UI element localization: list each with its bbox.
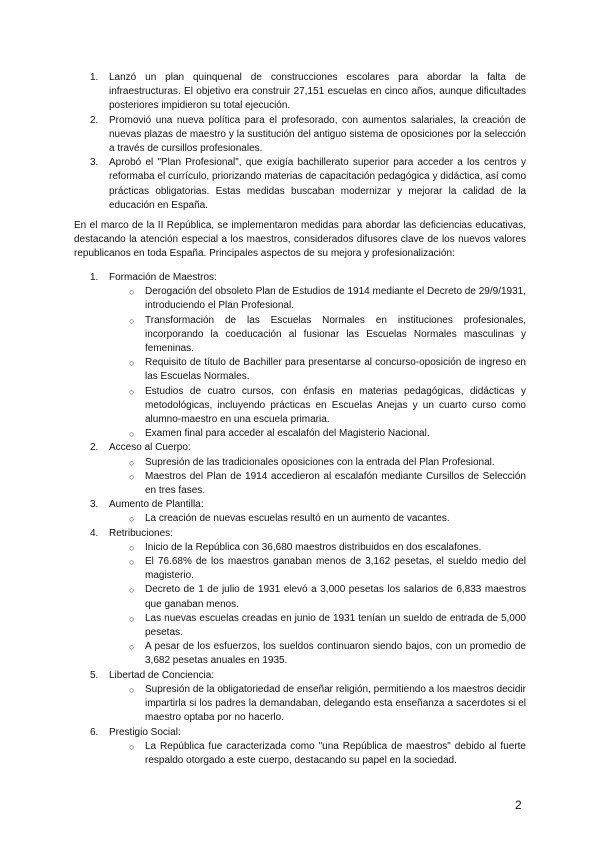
list-item: [90, 114, 526, 157]
circle-bullet-icon: ○: [129, 514, 135, 525]
circle-bullet-icon: ○: [129, 613, 135, 624]
list-item-text: Aprobó el "Plan Profesional", que exigía bachillerato superior para acceder a los centros y reformaba el currículo, priorizando materias de capacitación pedagógica y didáctica, así como prácticas obligatorias. Estas medidas buscaban modernizar y mejorar la calidad de la educación en España.: [109, 157, 526, 211]
aspect-number: 6.: [90, 726, 99, 738]
sub-item: [109, 456, 526, 470]
sub-item: [109, 555, 526, 583]
circle-bullet-icon: ○: [129, 542, 135, 553]
sub-item-text: Las nuevas escuelas creadas en junio de 1931 tenían un sueldo de entrada de 5,000 pesetas.: [145, 612, 526, 639]
sub-item: [109, 356, 526, 384]
sub-item: [109, 512, 526, 526]
aspect-plantilla: [90, 498, 526, 526]
circle-bullet-icon: ○: [129, 287, 135, 298]
aspect-title: Acceso al Cuerpo:: [109, 442, 191, 454]
aspect-number: 4.: [90, 527, 99, 539]
sub-item-text: Derogación del obsoleto Plan de Estudios de 1914 mediante el Decreto de 29/9/1931, introduciendo el Plan Profesional.: [145, 286, 526, 312]
circle-bullet-icon: ○: [129, 457, 135, 468]
sub-item-text: Transformación de las Escuelas Normales en instituciones profesionales, incorporando la coeducación al fusionar las Escuelas Normales masculinas y femeninas.: [145, 314, 526, 355]
sub-item: [109, 583, 526, 611]
aspect-number: 1.: [90, 272, 99, 283]
sub-list: [109, 740, 526, 768]
measures-list: [90, 71, 526, 213]
aspect-prestigio: [90, 726, 526, 769]
circle-bullet-icon: ○: [129, 557, 135, 568]
aspects-list: [90, 271, 526, 768]
sub-item-text: A pesar de los esfuerzos, los sueldos continuaron siendo bajos, con un promedio de 3,682 pesetas anuales en 1935.: [145, 641, 526, 667]
sub-item: [109, 314, 526, 357]
sub-item-text: Inicio de la República con 36,680 maestros distribuidos en dos escalafones.: [145, 541, 482, 553]
circle-bullet-icon: ○: [129, 471, 135, 482]
aspect-number: 2.: [90, 442, 99, 454]
sub-item: [109, 427, 526, 441]
sub-item-text: Supresión de la obligatoriedad de enseñar religión, permitiendo a los maestros decidir impartirla si los padres la demandaban, delegando esta enseñanza a sacerdotes si el maestro optaba por no hacerlo.: [145, 683, 526, 724]
sub-list: [109, 285, 526, 441]
sub-item: [109, 740, 526, 768]
aspect-title: Retribuciones:: [109, 527, 173, 539]
circle-bullet-icon: ○: [129, 585, 135, 596]
intro-paragraph: En el marco de la II República, se implementaron medidas para abordar las deficiencias educativas, destacando la atención especial a los maestros, considerados difusores clave de los nuevos valores republicanos en toda España. Principales aspectos de su mejora y profesionalización:: [74, 220, 526, 260]
list-item: [90, 156, 526, 213]
aspect-number: 5.: [90, 669, 99, 681]
circle-bullet-icon: ○: [129, 358, 135, 369]
sub-item-text: El 76.68% de los maestros ganaban menos de 3,162 pesetas, el sueldo medio del magisterio.: [145, 556, 526, 582]
aspect-title: Aumento de Plantilla:: [109, 499, 204, 511]
sub-item-text: Examen final para acceder al escalafón del Magisterio Nacional.: [145, 428, 430, 440]
circle-bullet-icon: ○: [129, 741, 135, 752]
sub-list: [109, 512, 526, 526]
sub-item-text: Supresión de las tradicionales oposiciones con la entrada del Plan Profesional.: [145, 456, 495, 468]
page-number: 2: [515, 798, 522, 812]
sub-item: [109, 683, 526, 726]
sub-item: [109, 612, 526, 640]
list-item: [90, 71, 526, 114]
list-number: 2.: [90, 114, 99, 126]
aspect-acceso: [90, 441, 526, 498]
list-number: 1.: [90, 72, 99, 83]
circle-bullet-icon: ○: [129, 315, 135, 326]
list-item-text: Lanzó un plan quinquenal de construcciones escolares para abordar la falta de infraestructuras. El objetivo era construir 27,151 escuelas en cinco años, aunque dificultades posteriores impidieron su total ejecución.: [109, 72, 526, 112]
sub-item-text: Requisito de título de Bachiller para presentarse al concurso-oposición de ingreso en las Escuelas Normales.: [145, 357, 526, 383]
aspect-title: Formación de Maestros:: [109, 272, 217, 283]
sub-list: [109, 541, 526, 669]
aspect-title: Prestigio Social:: [109, 726, 181, 738]
sub-item: [109, 640, 526, 668]
aspect-libertad: [90, 669, 526, 726]
circle-bullet-icon: ○: [129, 429, 135, 440]
sub-item: [109, 285, 526, 313]
sub-item-text: Maestros del Plan de 1914 accedieron al escalafón mediante Cursillos de Selección en tres fases.: [145, 470, 526, 497]
sub-item: [109, 470, 526, 498]
sub-item-text: La República fue caracterizada como "una República de maestros" debido al fuerte respaldo otorgado a este cuerpo, destacando su papel en la sociedad.: [145, 740, 526, 766]
sub-item-text: Estudios de cuatro cursos, con énfasis en materias pedagógicas, didácticas y metodológicas, incluyendo prácticas en Escuelas Anejas y un cuarto curso como alumno-maestro en una escuela primaria.: [145, 385, 526, 426]
circle-bullet-icon: ○: [129, 386, 135, 397]
circle-bullet-icon: ○: [129, 642, 135, 653]
aspect-retribuciones: [90, 527, 526, 669]
list-item-text: Promovió una nueva política para el profesorado, con aumentos salariales, la creación de nuevas plazas de maestro y la sustitución del antiguo sistema de oposiciones por la selección a través de cursillos profesionales.: [109, 114, 526, 155]
aspect-number: 3.: [90, 499, 99, 511]
aspect-title: Libertad de Conciencia:: [109, 669, 215, 681]
aspect-formacion: [90, 271, 526, 441]
sub-list: [109, 456, 526, 499]
sub-item-text: La creación de nuevas escuelas resultó en un aumento de vacantes.: [145, 513, 450, 525]
sub-item-text: Decreto de 1 de julio de 1931 elevó a 3,000 pesetas los salarios de 6,833 maestros que ganaban menos.: [145, 584, 526, 610]
list-number: 3.: [90, 157, 99, 169]
sub-item: [109, 541, 526, 555]
sub-item: [109, 385, 526, 428]
circle-bullet-icon: ○: [129, 684, 135, 695]
sub-list: [109, 683, 526, 726]
